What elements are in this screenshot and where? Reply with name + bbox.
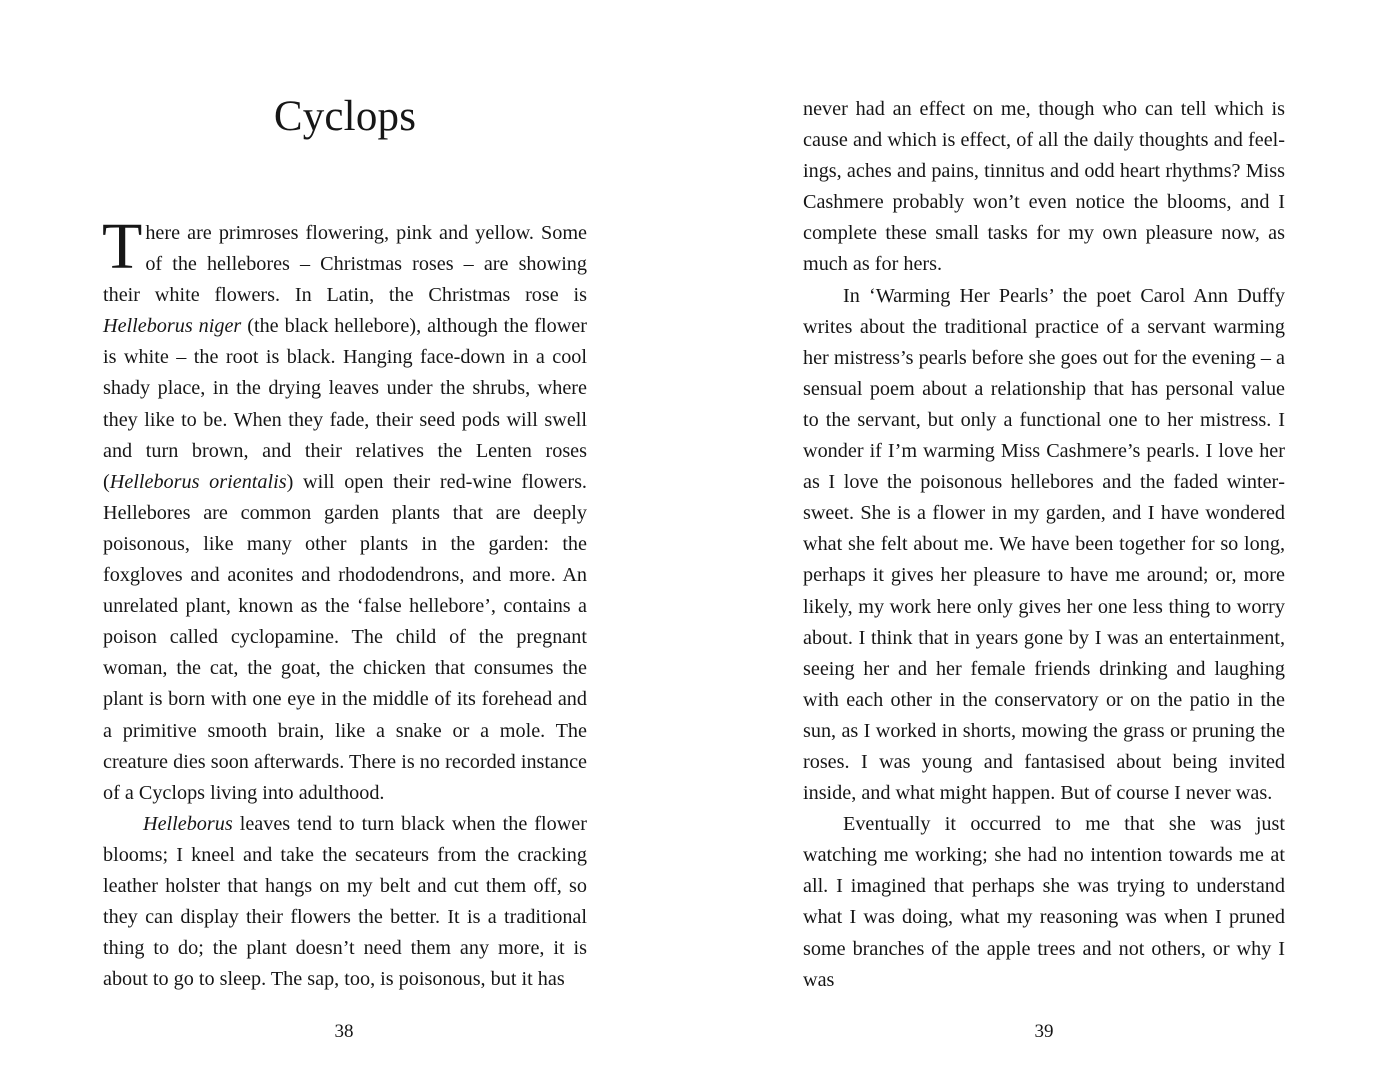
left-page-body: [102, 210, 587, 995]
text-run: here are primroses flowering, pink and yellow. Some of the hellebores – Christmas roses – are showing their white flowers. In Latin, the Christmas rose is: [103, 222, 587, 307]
chapter-title: Cyclops: [273, 93, 417, 140]
text-run: In ‘Warming Her Pearls’ the poet Carol Ann Duffy writes about the traditional practice of a servant warming her mistress’s pearls before she goes out for the evening – a sensual poem about a relationship that has personal value to the servant, but only a functional one to her mistress. I wonder if I’m warming Miss Cashmere’s pearls. I love her as I love the poisonous hellebores and the faded wintersweet. She is a flower in my garden, and I have wondered what she felt about me. We have been together for so long, perhaps it gives her pleasure to have me around; or, more likely, my work here only gives her one less thing to worry about. I think that in years gone by I was an entertainment, seeing her and her female friends drinking and laughing with each other in the conservatory or on the patio in the sun, as I worked in shorts, mowing the grass or pruning the roses. I was young and fantasised about being invited inside, and what might happen. But of course I never was.: [803, 284, 1285, 805]
page-number-left: 38: [334, 1021, 354, 1042]
body-paragraph: [102, 210, 587, 809]
drop-cap: T: [102, 210, 143, 283]
body-paragraph: [803, 809, 1285, 996]
page-number-right: 39: [1034, 1021, 1054, 1042]
text-run: never had an effect on me, though who can tell which is cause and which is effect, of all the daily thoughts and feelings, aches and pains, tinnitus and odd heart rhythms? Miss Cashmere probably won’t even notice the blooms, and I complete these small tasks for my own pleasure now, as much as for hers.: [803, 98, 1285, 276]
text-run: (the black hellebore), although the flower is white – the root is black. Hanging face-down in a cool shady place, in the drying leaves under the shrubs, where they like to be. When they fade, their seed pods will swell and turn brown, and their relatives the Lenten roses (: [103, 315, 587, 493]
italic-text-run: Helleborus: [143, 812, 233, 835]
right-page: [697, 0, 1394, 1080]
body-paragraph: [103, 809, 587, 996]
body-paragraph: [803, 94, 1285, 281]
right-page-body: [803, 94, 1285, 996]
italic-text-run: Helleborus orientalis: [109, 470, 287, 493]
italic-text-run: Helleborus niger: [103, 315, 242, 338]
body-paragraph: [803, 281, 1285, 810]
text-run: ) will open their red-wine flowers. Hellebores are common garden plants that are deeply poisonous, like many other plants in the garden: the foxgloves and aconites and rhododendrons, and more. An unrelated plant, known as the ‘false hellebore’, contains a poison called cyclopamine. The child of the pregnant woman, the cat, the goat, the chicken that consumes the plant is born with one eye in the middle of its forehead and a primitive smooth brain, like a snake or a mole. The creature dies soon afterwards. There is no recorded instance of a Cyclops living into adulthood.: [103, 470, 587, 804]
text-run: leaves tend to turn black when the flower blooms; I kneel and take the secateurs from the cracking leather holster that hangs on my belt and cut them off, so they can display their flowers the better. It is a traditional thing to do; the plant doesn’t need them any more, it is about to go to sleep. The sap, too, is poisonous, but it has: [103, 812, 587, 991]
text-run: Eventually it occurred to me that she was just watching me working; she had no intention towards me at all. I imagined that perhaps she was trying to understand what I was doing, what my reasoning was when I pruned some branches of the apple trees and not others, or why I was: [803, 813, 1285, 991]
